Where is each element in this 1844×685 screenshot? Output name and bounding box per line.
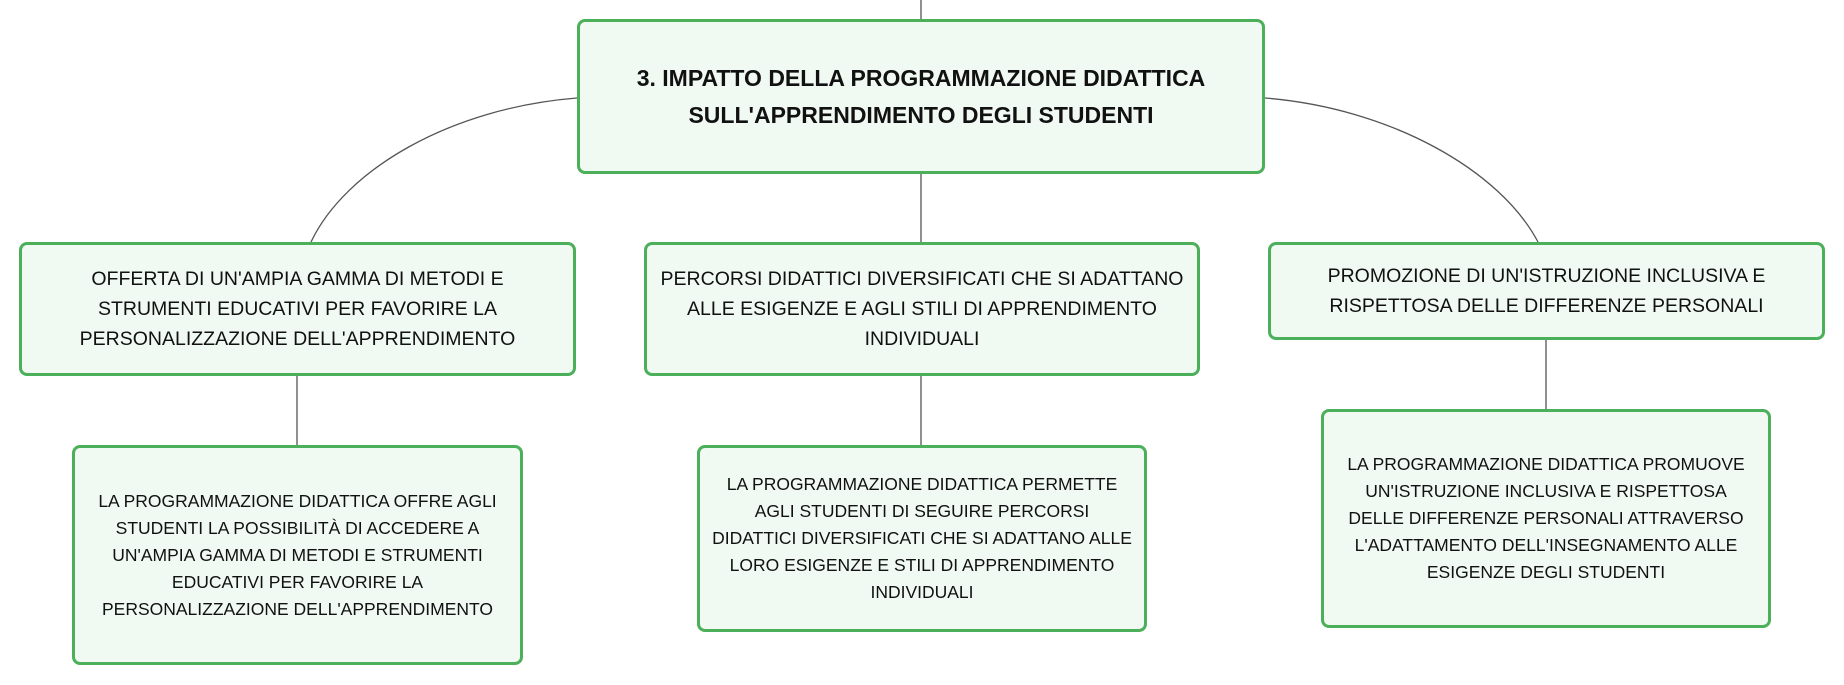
root-topic-label: 3. IMPATTO DELLA PROGRAMMAZIONE DIDATTICA SULL'APPRENDIMENTO DEGLI STUDENTI [636, 64, 1206, 128]
root-topic-node[interactable] [577, 19, 1265, 174]
branch-label: PROMOZIONE DI UN'ISTRUZIONE INCLUSIVA E RISPETTOSA DELLE DIFFERENZE PERSONALI [1327, 265, 1766, 317]
branch-label: PERCORSI DIDATTICI DIVERSIFICATI CHE SI ADATTANO ALLE ESIGENZE E AGLI STILI DI APPRENDIMENTO INDIVIDUALI [660, 268, 1184, 350]
connector-root-to-branch-1 [311, 98, 577, 242]
branch-node-methods-tools[interactable] [19, 242, 576, 376]
detail-node-methods-tools[interactable] [72, 445, 523, 665]
detail-label: LA PROGRAMMAZIONE DIDATTICA OFFRE AGLI STUDENTI LA POSSIBILITÀ DI ACCEDERE A UN'AMPIA GAMMA DI METODI E STRUMENTI EDUCATIVI PER FAVORIRE LA PERSONALIZZAZIONE DELL'APPRENDIMENTO [98, 490, 497, 619]
detail-label: LA PROGRAMMAZIONE DIDATTICA PROMUOVE UN'ISTRUZIONE INCLUSIVA E RISPETTOSA DELLE DIFFERENZE PERSONALI ATTRAVERSO L'ADATTAMENTO DELL'INSEGNAMENTO ALLE ESIGENZE DEGLI STUDENTI [1347, 454, 1745, 582]
connector-root-to-branch-3 [1265, 98, 1538, 242]
branch-label: OFFERTA DI UN'AMPIA GAMMA DI METODI E STRUMENTI EDUCATIVI PER FAVORIRE LA PERSONALIZZAZIONE DELL'APPRENDIMENTO [79, 268, 516, 350]
detail-node-diversified-paths[interactable] [697, 445, 1147, 632]
detail-label: LA PROGRAMMAZIONE DIDATTICA PERMETTE AGLI STUDENTI DI SEGUIRE PERCORSI DIDATTICI DIVERSIFICATI CHE SI ADATTANO ALLE LORO ESIGENZE E STILI DI APPRENDIMENTO INDIVIDUALI [712, 474, 1132, 602]
branch-node-diversified-paths[interactable] [644, 242, 1200, 376]
branch-node-inclusive-education[interactable] [1268, 242, 1825, 340]
detail-node-inclusive-education[interactable] [1321, 409, 1771, 628]
